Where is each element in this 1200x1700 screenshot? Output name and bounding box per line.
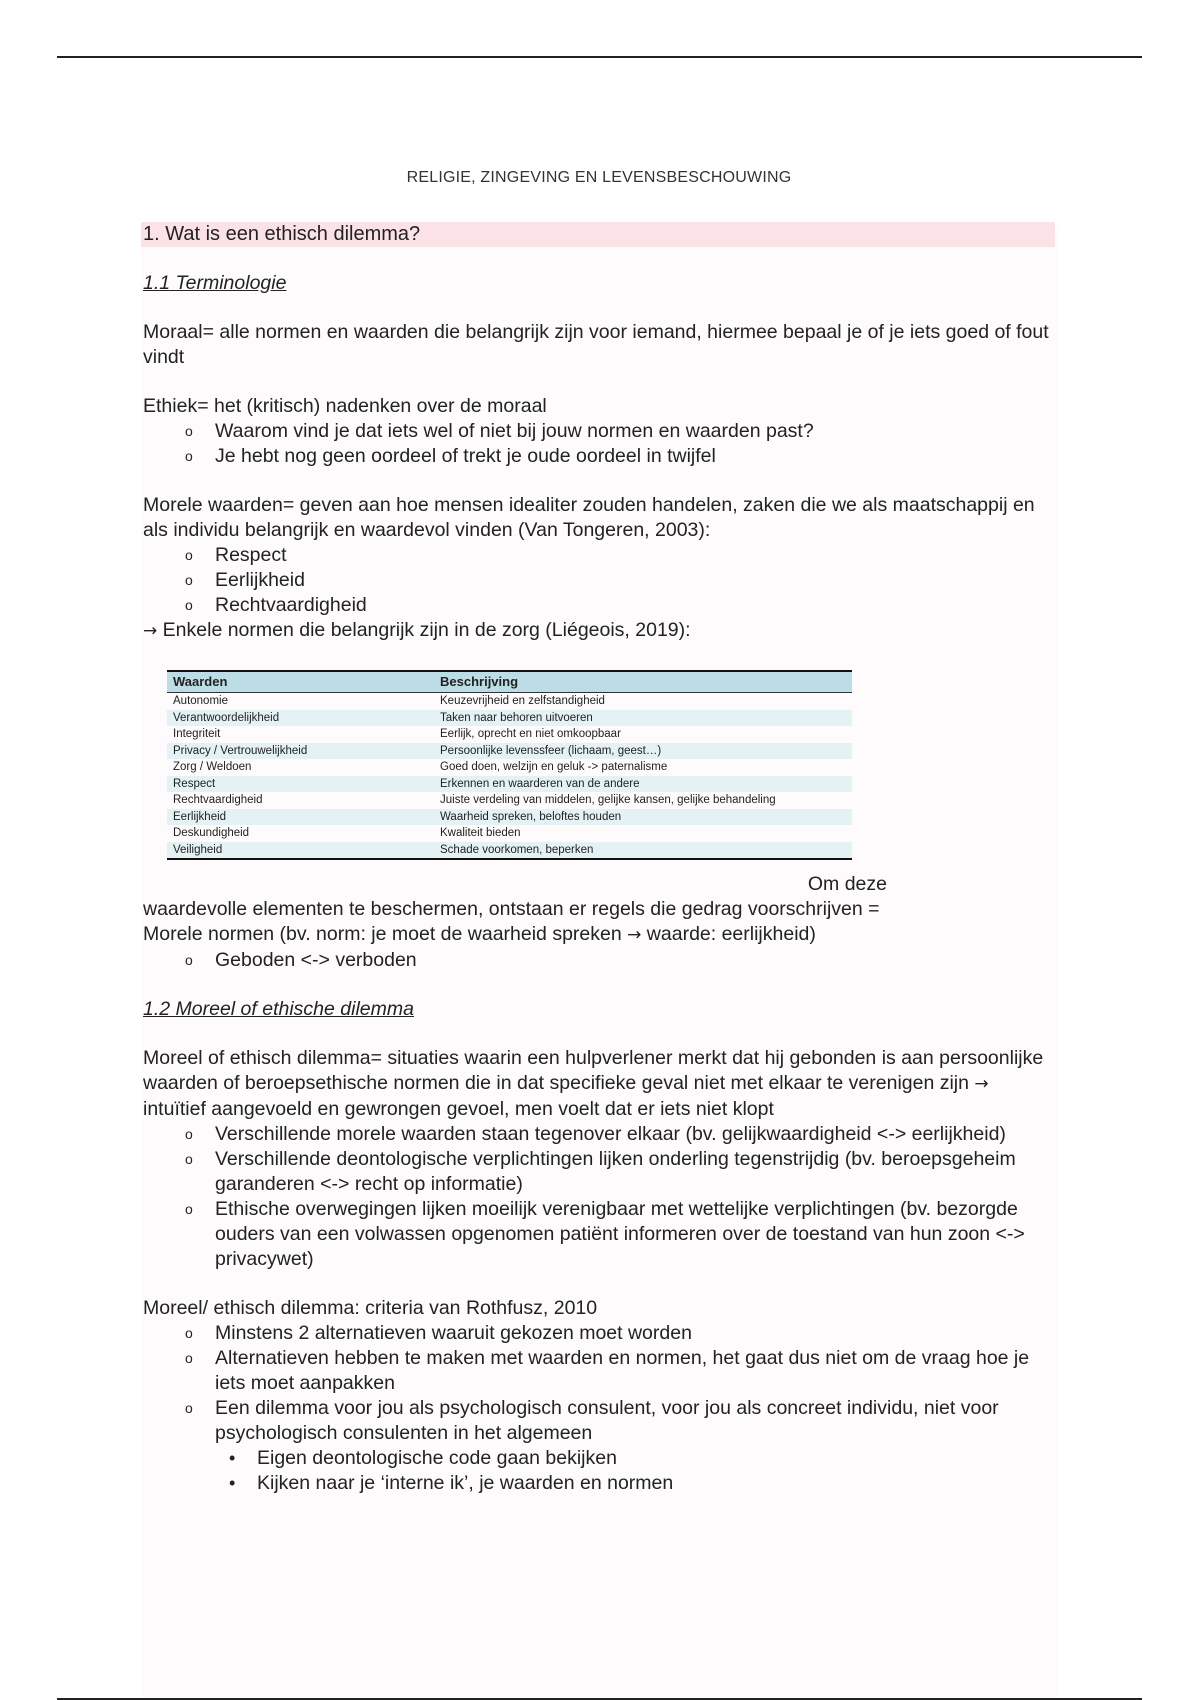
- table-row: [167, 726, 852, 743]
- dilemma-definition-a: Moreel of ethisch dilemma= situaties waarin een hulpverlener merkt dat hij gebonden is aan persoonlijke waarden of beroepsethische normen die in dat specifieke geval niet met elkaar te verenigen zijn: [143, 1047, 1044, 1094]
- table-cell: Waarheid spreken, beloftes houden: [434, 809, 852, 826]
- dilemma-definition-b: intuïtief aangevoeld en gewrongen gevoel, men voelt dat er iets niet klopt: [143, 1098, 774, 1120]
- list-item: o Je hebt nog geen oordeel of trekt je oude oordeel in twijfel: [185, 444, 1055, 469]
- table-cell: Kwaliteit bieden: [440, 827, 521, 839]
- arrow-icon: →: [627, 925, 642, 945]
- arrow-icon: →: [143, 621, 158, 641]
- table-cell: Goed doen, welzijn en geluk -> paternalisme: [440, 761, 668, 773]
- arrow-icon: →: [974, 1074, 989, 1094]
- table-cell: Eerlijkheid: [167, 809, 434, 826]
- table-row: [167, 710, 852, 727]
- table-cell: Verantwoordelijkheid: [167, 710, 434, 727]
- table-cell: Privacy / Vertrouwelijkheid: [167, 743, 434, 760]
- table-row: [167, 842, 852, 860]
- values-table: [167, 670, 852, 860]
- table-cell: Autonomie: [173, 695, 228, 707]
- sub-list-item: • Eigen deontologische code gaan bekijken: [229, 1446, 1055, 1471]
- list-item: o Rechtvaardigheid: [185, 593, 1055, 618]
- table-cell: Persoonlijke levenssfeer (lichaam, geest…): [434, 743, 852, 760]
- table-header-waarden: Waarden: [167, 671, 434, 693]
- table-cell: Respect: [167, 776, 434, 793]
- table-row: [167, 759, 852, 776]
- ethiek-definition: Ethiek= het (kritisch) nadenken over de moraal: [143, 395, 547, 417]
- table-row: [167, 792, 852, 809]
- criteria-sub-list: [185, 1446, 1055, 1496]
- ethiek-list: [143, 419, 1055, 469]
- morele-waarden-definition: Morele waarden= geven aan hoe mensen idealiter zouden handelen, zaken die we als maatschappij en als individu belangrijk en waardevol vinden (Van Tongeren, 2003):: [143, 494, 1035, 541]
- list-item-text: Een dilemma voor jou als psychologisch consulent, voor jou als concreet individu, niet voor psychologisch consulenten in het algemeen: [215, 1397, 999, 1444]
- after-table-line-2a: Morele normen (bv. norm: je moet de waarheid spreken: [143, 923, 622, 945]
- dilemma-definition: [143, 1046, 1055, 1122]
- normen-intro-text: Enkele normen die belangrijk zijn in de zorg (Liégeois, 2019):: [162, 619, 691, 641]
- table-row: [167, 743, 852, 760]
- list-item: o Geboden <-> verboden: [185, 948, 1055, 973]
- top-rule: [57, 56, 1142, 58]
- table-cell: Schade voorkomen, beperken: [434, 842, 852, 860]
- table-header-row: [167, 671, 852, 693]
- subsection-heading-1-2: 1.2 Moreel of ethische dilemma: [143, 998, 414, 1020]
- list-item: o Waarom vind je dat iets wel of niet bij jouw normen en waarden past?: [185, 419, 1055, 444]
- list-item: o Minstens 2 alternatieven waaruit gekozen moet worden: [185, 1321, 1055, 1346]
- document-body: [143, 168, 1055, 1496]
- table-cell: Deskundigheid: [173, 827, 250, 839]
- table-header-beschrijving: Beschrijving: [434, 671, 852, 693]
- list-item: [185, 1396, 1055, 1496]
- normen-list: [143, 948, 1055, 973]
- waarden-list: [143, 543, 1055, 618]
- list-item: o Verschillende deontologische verplichtingen lijken onderling tegenstrijdig (bv. beroepsgeheim garanderen <-> recht op informatie): [185, 1147, 1055, 1197]
- after-table-line-1: waardevolle elementen te beschermen, ontstaan er regels die gedrag voorschrijven =: [143, 898, 880, 920]
- table-cell: Juiste verdeling van middelen, gelijke kansen, gelijke behandeling: [440, 794, 776, 806]
- list-item: o Ethische overwegingen lijken moeilijk verenigbaar met wettelijke verplichtingen (bv. bezorgde ouders van een volwassen opgenomen patiënt informeren over de toestand van hun zoon <-> privacywet): [185, 1197, 1055, 1272]
- list-item: o Verschillende morele waarden staan tegenover elkaar (bv. gelijkwaardigheid <-> eerlijkheid): [185, 1122, 1055, 1147]
- criteria-list: [143, 1321, 1055, 1496]
- list-item: o Alternatieven hebben te maken met waarden en normen, het gaat dus niet om de vraag hoe je iets moet aanpakken: [185, 1346, 1055, 1396]
- section-heading-1: 1. Wat is een ethisch dilemma?: [141, 222, 1055, 247]
- table-row: [167, 776, 852, 793]
- table-row: [167, 693, 852, 710]
- subsection-heading-1-1: 1.1 Terminologie: [143, 272, 287, 294]
- table-cell: Integriteit: [173, 728, 221, 740]
- sub-list-item: • Kijken naar je ‘interne ik’, je waarden en normen: [229, 1471, 1055, 1496]
- om-deze-text: Om deze: [807, 873, 887, 895]
- after-table-line-2b: waarde: eerlijkheid): [646, 923, 816, 945]
- list-item: o Respect: [185, 543, 1055, 568]
- table-cell: Zorg / Weldoen: [173, 761, 252, 773]
- table-row: [167, 825, 852, 842]
- table-cell: Veiligheid: [167, 842, 434, 860]
- list-item: o Eerlijkheid: [185, 568, 1055, 593]
- table-cell: Rechtvaardigheid: [173, 794, 263, 806]
- after-table-line-2: [143, 922, 1055, 948]
- table-cell: Taken naar behoren uitvoeren: [434, 710, 852, 727]
- table-row: [167, 809, 852, 826]
- document-title: RELIGIE, ZINGEVING EN LEVENSBESCHOUWING: [406, 169, 792, 186]
- table-cell: Eerlijk, oprecht en niet omkoopbaar: [440, 728, 621, 740]
- normen-intro: [143, 618, 1055, 644]
- moraal-definition: Moraal= alle normen en waarden die belangrijk zijn voor iemand, hiermee bepaal je of je iets goed of fout vindt: [143, 321, 1049, 368]
- table-cell: Keuzevrijheid en zelfstandigheid: [440, 695, 605, 707]
- criteria-heading: Moreel/ ethisch dilemma: criteria van Rothfusz, 2010: [143, 1297, 598, 1319]
- table-cell: Erkennen en waarderen van de andere: [434, 776, 852, 793]
- dilemma-list: [143, 1122, 1055, 1272]
